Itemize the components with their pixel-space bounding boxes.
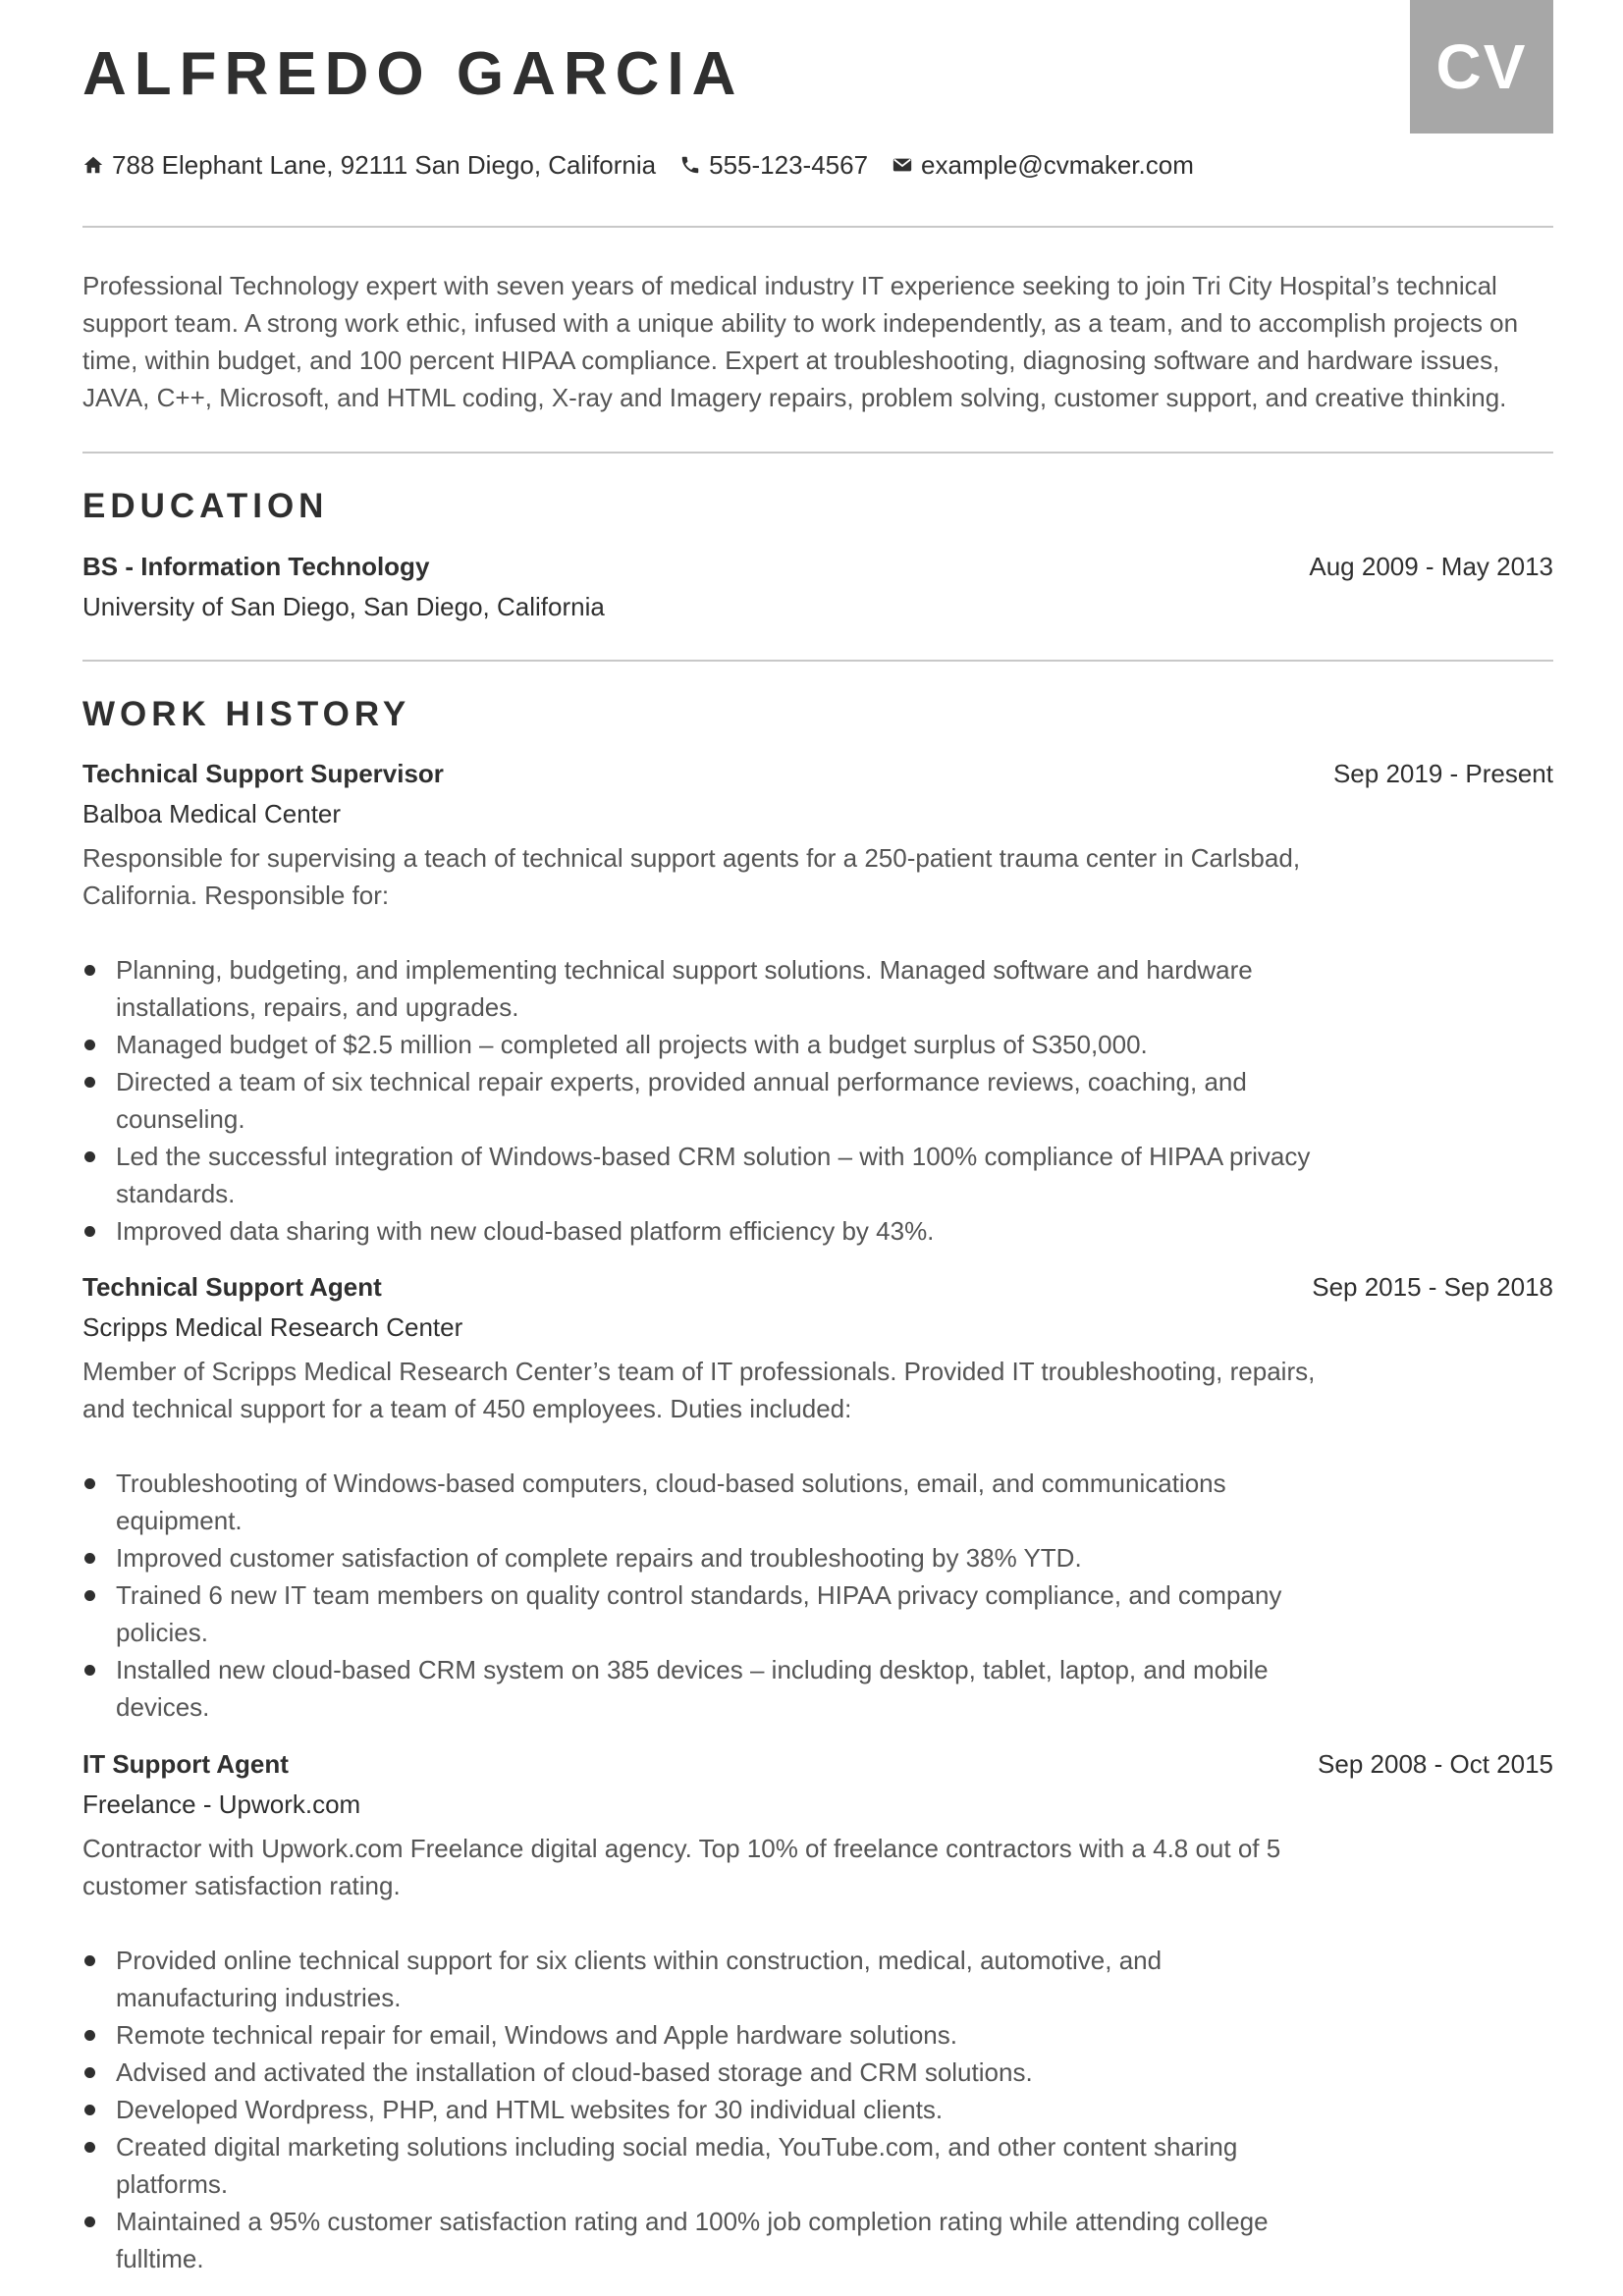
job-bullet-list [82,1942,1320,2277]
job-title: IT Support Agent [82,1749,289,1779]
list-item: Troubleshooting of Windows-based computers, cloud-based solutions, email, and communications equipment. [82,1465,1320,1539]
divider [82,226,1553,228]
list-item: Directed a team of six technical repair experts, provided annual performance reviews, coaching, and counseling. [82,1063,1320,1138]
work-history-heading: WORK HISTORY [82,695,411,733]
divider [82,660,1553,662]
list-item: Maintained a 95% customer satisfaction rating and 100% job completion rating while attending college fulltime. [82,2203,1320,2277]
list-item: Developed Wordpress, PHP, and HTML websites for 30 individual clients. [82,2091,1320,2128]
list-item: Improved data sharing with new cloud-based platform efficiency by 43%. [82,1212,1320,1250]
job-description: Responsible for supervising a teach of technical support agents for a 250-patient trauma center in Carlsbad, California. Responsible for: [82,843,1301,910]
phone-text: 555-123-4567 [709,149,869,180]
job-dates: Sep 2008 - Oct 2015 [1318,1749,1553,1779]
address-text: 788 Elephant Lane, 92111 San Diego, California [112,149,657,180]
list-item: Planning, budgeting, and implementing technical support solutions. Managed software and hardware installations, repairs, and upgrades. [82,951,1320,1026]
job-description: Member of Scripps Medical Research Center’s team of IT professionals. Provided IT troubleshooting, repairs, and technical support for a team of 450 employees. Duties included: [82,1357,1316,1423]
list-item: Managed budget of $2.5 million – completed all projects with a budget surplus of S350,000. [82,1026,1320,1063]
contact-email [892,150,1194,181]
job-bullet-list [82,951,1320,1250]
education-school: University of San Diego, San Diego, California [82,592,605,621]
job-bullet-list [82,1465,1320,1726]
education-degree: BS - Information Technology [82,552,430,581]
home-icon [82,154,104,176]
candidate-name: ALFREDO GARCIA [82,40,744,108]
education-heading: EDUCATION [82,487,329,525]
job-title: Technical Support Agent [82,1272,382,1302]
contact-phone [679,150,868,181]
divider [82,452,1553,454]
list-item: Installed new cloud-based CRM system on 385 devices – including desktop, tablet, laptop, and mobile devices. [82,1651,1320,1726]
job-company: Scripps Medical Research Center [82,1312,463,1342]
job-company: Freelance - Upwork.com [82,1789,361,1819]
list-item: Improved customer satisfaction of complete repairs and troubleshooting by 38% YTD. [82,1539,1320,1576]
professional-summary: Professional Technology expert with seven years of medical industry IT experience seeking to join Tri City Hospital’s technical support team. A strong work ethic, infused with a unique ability to work independently, as a team, and to accomplish projects on time, within budget, and 100 percent HIPAA compliance. Expert at troubleshooting, diagnosing software and hardware issues, JAVA, C++, Microsoft, and HTML coding, X-ray and Imagery repairs, problem solving, customer support, and creative thinking. [82,271,1519,412]
job-dates: Sep 2015 - Sep 2018 [1312,1272,1553,1302]
job-company: Balboa Medical Center [82,799,342,828]
list-item: Led the successful integration of Windows-based CRM solution – with 100% compliance of HIPAA privacy standards. [82,1138,1320,1212]
contact-bar [82,147,1217,183]
cv-badge: CV [1410,0,1553,133]
mail-icon [892,154,913,176]
job-title: Technical Support Supervisor [82,759,444,788]
list-item: Provided online technical support for six clients within construction, medical, automotive, and manufacturing industries. [82,1942,1320,2016]
email-text: example@cvmaker.com [921,149,1194,180]
job-dates: Sep 2019 - Present [1332,759,1553,788]
list-item: Trained 6 new IT team members on quality control standards, HIPAA privacy compliance, and company policies. [82,1576,1320,1651]
list-item: Created digital marketing solutions including social media, YouTube.com, and other content sharing platforms. [82,2128,1320,2203]
phone-icon [679,154,701,176]
list-item: Advised and activated the installation of cloud-based storage and CRM solutions. [82,2054,1320,2091]
list-item: Remote technical repair for email, Windows and Apple hardware solutions. [82,2016,1320,2054]
contact-address [82,150,656,181]
education-dates: Aug 2009 - May 2013 [1309,552,1553,581]
job-description: Contractor with Upwork.com Freelance digital agency. Top 10% of freelance contractors with a 4.8 out of 5 customer satisfaction rating. [82,1834,1281,1900]
